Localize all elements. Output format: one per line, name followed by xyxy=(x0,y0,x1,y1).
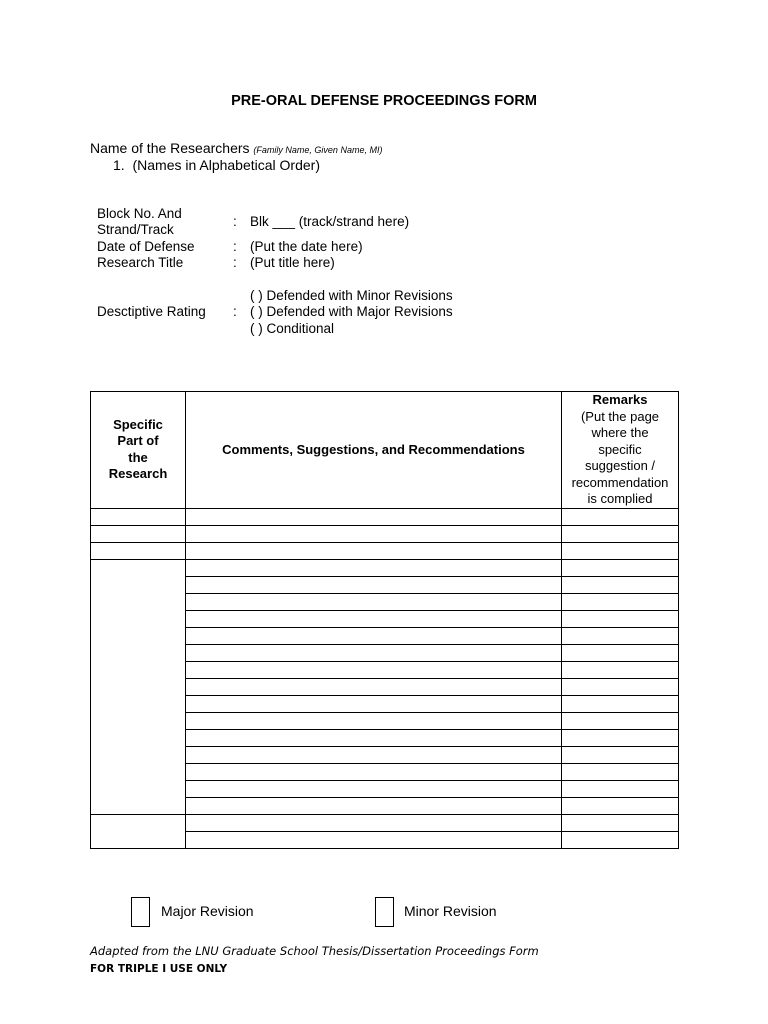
table-cell[interactable] xyxy=(186,831,562,848)
header-line: recommendation xyxy=(571,474,669,490)
table-cell[interactable] xyxy=(91,508,186,525)
minor-revision-label: Minor Revision xyxy=(404,903,497,919)
date-label: Date of Defense xyxy=(97,239,195,254)
table-cell[interactable] xyxy=(562,559,679,576)
table-cell[interactable] xyxy=(186,576,562,593)
header-line: Specific xyxy=(113,416,163,432)
header-line: is complied xyxy=(587,491,653,506)
rating-option-major: ( ) Defended with Major Revisions xyxy=(250,304,453,319)
table-cell[interactable] xyxy=(186,712,562,729)
research-title-label: Research Title xyxy=(97,255,184,270)
table-cell[interactable] xyxy=(562,797,679,814)
rating-label: Desctiptive Rating xyxy=(97,304,206,319)
major-revision-checkbox[interactable] xyxy=(131,897,150,927)
table-cell[interactable] xyxy=(562,644,679,661)
list-item-number: 1. xyxy=(113,157,125,173)
major-revision-label: Major Revision xyxy=(161,903,254,919)
colon: : xyxy=(233,304,237,319)
table-cell[interactable] xyxy=(562,661,679,678)
table-cell-merged[interactable] xyxy=(91,814,186,848)
table-cell[interactable] xyxy=(186,797,562,814)
date-value: (Put the date here) xyxy=(250,239,363,254)
table-cell[interactable] xyxy=(562,814,679,831)
table-cell[interactable] xyxy=(91,525,186,542)
adapted-note: Adapted from the LNU Graduate School Thesis/Dissertation Proceedings Form xyxy=(90,944,539,958)
table-cell[interactable] xyxy=(186,508,562,525)
table-cell[interactable] xyxy=(186,525,562,542)
researchers-label: Name of the Researchers xyxy=(90,140,250,156)
table-cell[interactable] xyxy=(562,763,679,780)
header-comments: Comments, Suggestions, and Recommendations xyxy=(186,392,562,509)
header-line: Part of xyxy=(117,433,159,449)
rating-option-conditional: ( ) Conditional xyxy=(250,321,335,336)
block-label-2: Strand/Track xyxy=(97,222,174,237)
table-header-row xyxy=(91,392,679,509)
table-cell[interactable] xyxy=(562,593,679,610)
table-cell[interactable] xyxy=(562,508,679,525)
table-cell[interactable] xyxy=(186,627,562,644)
list-item-text: (Names in Alphabetical Order) xyxy=(132,157,320,173)
header-remarks-title: Remarks xyxy=(592,392,648,407)
table-row xyxy=(91,525,679,542)
table-cell[interactable] xyxy=(186,814,562,831)
minor-revision-checkbox[interactable] xyxy=(375,897,394,927)
table-cell[interactable] xyxy=(91,542,186,559)
table-cell[interactable] xyxy=(186,780,562,797)
table-row xyxy=(91,814,679,831)
header-specific-part xyxy=(91,392,186,509)
table-cell[interactable] xyxy=(562,695,679,712)
table-cell[interactable] xyxy=(562,576,679,593)
table-cell[interactable] xyxy=(562,780,679,797)
table-row xyxy=(91,542,679,559)
page-title: PRE-ORAL DEFENSE PROCEEDINGS FORM xyxy=(231,93,537,109)
table-cell[interactable] xyxy=(186,746,562,763)
proceedings-table xyxy=(90,391,679,849)
header-line: (Put the page xyxy=(580,408,660,424)
table-cell[interactable] xyxy=(186,644,562,661)
table-cell[interactable] xyxy=(562,831,679,848)
table-cell[interactable] xyxy=(186,559,562,576)
table-cell[interactable] xyxy=(186,763,562,780)
colon: : xyxy=(233,239,237,254)
table-cell[interactable] xyxy=(186,695,562,712)
header-line: Research xyxy=(108,466,168,482)
table-cell[interactable] xyxy=(562,746,679,763)
research-title-value: (Put title here) xyxy=(250,255,335,270)
use-only-note: FOR TRIPLE I USE ONLY xyxy=(90,963,228,975)
table-cell[interactable] xyxy=(562,627,679,644)
table-row xyxy=(91,559,679,576)
table-cell[interactable] xyxy=(562,678,679,695)
header-line: the xyxy=(128,449,148,465)
table-cell[interactable] xyxy=(186,542,562,559)
table-row xyxy=(91,508,679,525)
table-cell[interactable] xyxy=(562,610,679,627)
header-line: where the xyxy=(591,425,649,440)
block-label-1: Block No. And xyxy=(97,206,182,221)
header-line: specific xyxy=(598,441,642,457)
table-cell[interactable] xyxy=(186,610,562,627)
colon: : xyxy=(233,214,237,229)
table-cell[interactable] xyxy=(186,661,562,678)
table-cell[interactable] xyxy=(562,525,679,542)
table-cell[interactable] xyxy=(186,729,562,746)
table-cell[interactable] xyxy=(186,678,562,695)
table-cell-merged[interactable] xyxy=(91,559,186,814)
header-remarks xyxy=(562,392,679,509)
colon: : xyxy=(233,255,237,270)
researchers-section xyxy=(90,140,382,173)
table-cell[interactable] xyxy=(186,593,562,610)
table-cell[interactable] xyxy=(562,542,679,559)
header-line: suggestion / xyxy=(584,458,656,473)
rating-option-minor: ( ) Defended with Minor Revisions xyxy=(250,288,453,303)
researchers-list-item xyxy=(90,157,382,173)
table-cell[interactable] xyxy=(562,729,679,746)
table-cell[interactable] xyxy=(562,712,679,729)
researchers-hint: (Family Name, Given Name, MI) xyxy=(253,145,383,155)
block-value: Blk ___ (track/strand here) xyxy=(250,214,410,229)
